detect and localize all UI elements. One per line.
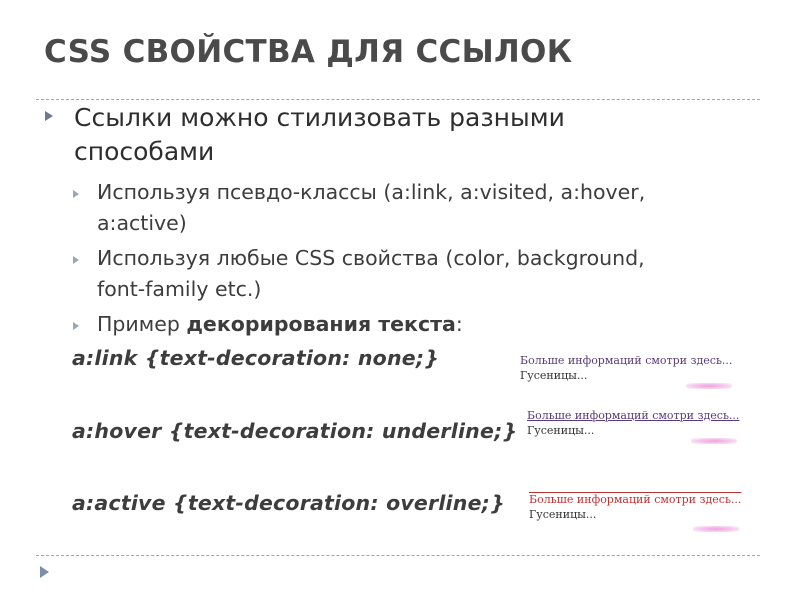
bullet-triangle-icon xyxy=(45,111,53,121)
bullet-triangle-icon xyxy=(73,322,79,330)
code-line-active: a:active {text-decoration: overline;} xyxy=(72,491,505,515)
demo-link[interactable]: Больше информаций смотри здесь... xyxy=(527,409,740,422)
bottom-divider xyxy=(36,555,760,556)
slide-title: CSS СВОЙСТВА ДЛЯ ССЫЛОК xyxy=(44,34,573,70)
demo-link-hover xyxy=(523,406,743,444)
main-bullet-text: Ссылки можно стилизовать разными способами xyxy=(74,103,565,166)
code-line-hover: a:hover {text-decoration: underline;} xyxy=(72,419,518,443)
highlight-glow xyxy=(693,526,739,532)
demo-second-text: Гусеницы... xyxy=(520,369,588,382)
demo-link-none xyxy=(516,351,738,389)
highlight-glow xyxy=(686,383,732,389)
example-text xyxy=(97,309,687,340)
play-arrow-icon[interactable] xyxy=(40,566,49,578)
top-divider xyxy=(36,99,760,100)
example-suffix: : xyxy=(455,312,463,336)
example-bold: декорирования текста xyxy=(186,312,456,336)
code-line-link: a:link {text-decoration: none;} xyxy=(72,346,440,370)
highlight-glow xyxy=(691,438,737,444)
demo-second-text: Гусеницы... xyxy=(527,424,595,437)
demo-second-text: Гусеницы... xyxy=(529,508,597,521)
sub-bullet-text: Используя любые CSS свойства (color, background, font-family etc.) xyxy=(97,246,645,301)
demo-link-active xyxy=(525,490,745,532)
sub-bullet-text: Используя псевдо-классы (a:link, a:visited, a:hover, a:active) xyxy=(97,180,646,235)
demo-link[interactable]: Больше информаций смотри здесь... xyxy=(529,493,742,506)
bullet-triangle-icon xyxy=(73,190,79,198)
demo-link[interactable]: Больше информаций смотри здесь... xyxy=(520,354,733,367)
bullet-triangle-icon xyxy=(73,256,79,264)
example-prefix: Пример xyxy=(97,312,187,336)
